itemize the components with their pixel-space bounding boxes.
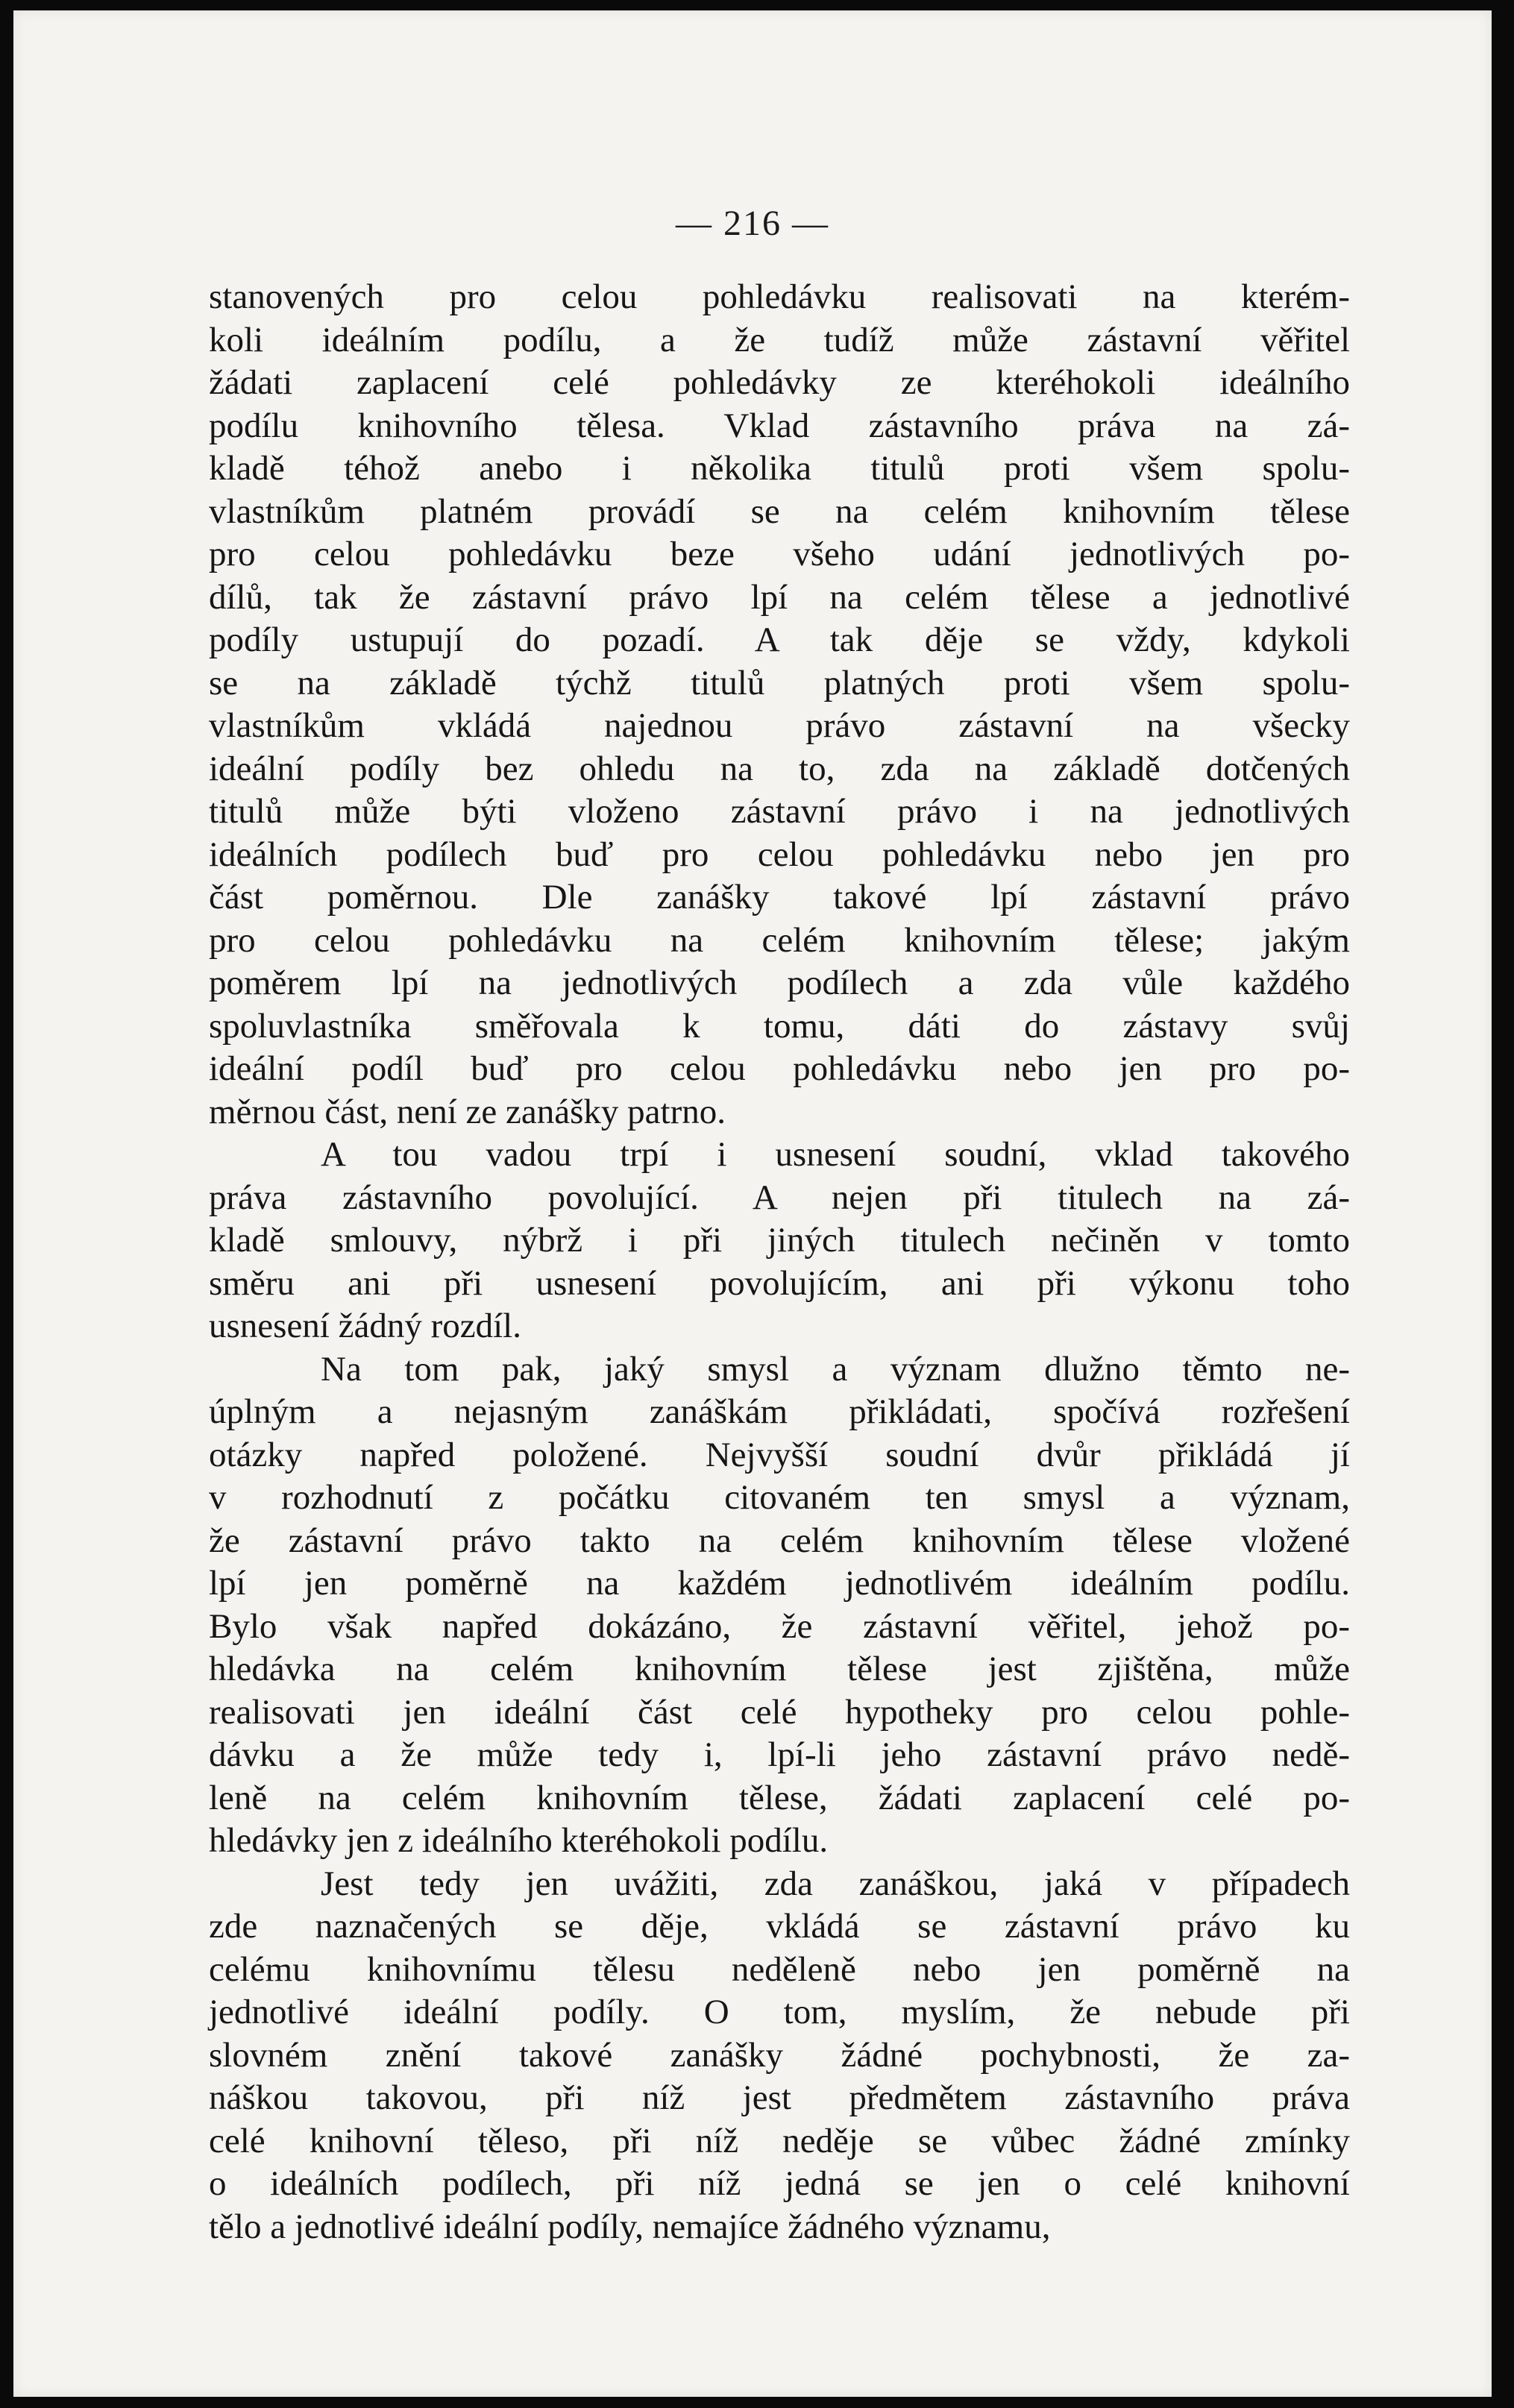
text-line: úplným a nejasným zanáškám přikládati, spočívá rozřešení [209, 1392, 1350, 1431]
text-line: ideální podíl buď pro celou pohledávku nebo jen pro po- [209, 1049, 1350, 1088]
text-line: spoluvlastníka směřovala k tomu, dáti do zástavy svůj [209, 1006, 1350, 1046]
text-line: tělo a jednotlivé ideální podíly, nemajíce žádného významu, [209, 2207, 1051, 2246]
book-page [13, 10, 1492, 2397]
body-text [209, 276, 1350, 2248]
text-line: ideální podíly bez ohledu na to, zda na základě dotčených [209, 749, 1350, 788]
text-line: práva zástavního povolující. A nejen při titulech na zá- [209, 1178, 1350, 1217]
text-line: žádati zaplacení celé pohledávky ze kteréhokoli ideálního [209, 363, 1350, 402]
text-line: usnesení žádný rozdíl. [209, 1307, 521, 1345]
text-line: hledávka na celém knihovním tělese jest zjištěna, může [209, 1650, 1350, 1688]
paragraph [209, 1863, 1350, 2249]
text-line: vlastníkům vkládá najednou právo zástavní na všecky [209, 706, 1350, 745]
text-line: náškou takovou, při níž jest předmětem zástavního práva [209, 2078, 1350, 2117]
text-line: pro celou pohledávku na celém knihovním tělese; jakým [209, 920, 1350, 960]
text-line: realisovati jen ideální část celé hypotheky pro celou pohle- [209, 1692, 1350, 1732]
text-line: že zástavní právo takto na celém knihovním tělese vložené [209, 1521, 1350, 1560]
text-line: podíly ustupují do pozadí. A tak děje se vždy, kdykoli [209, 620, 1350, 659]
text-line: směru ani při usnesení povolujícím, ani při výkonu toho [209, 1263, 1350, 1303]
text-line: celé knihovní těleso, při níž neděje se vůbec žádné zmínky [209, 2121, 1350, 2160]
text-line: leně na celém knihovním tělese, žádati zaplacení celé po- [209, 1778, 1350, 1817]
text-line: Bylo však napřed dokázáno, že zástavní věřitel, jehož po- [209, 1606, 1350, 1646]
text-line: Jest tedy jen uvážiti, zda zanáškou, jaká v případech [321, 1864, 1350, 1903]
text-line: část poměrnou. Dle zanášky takové lpí zástavní právo [209, 878, 1350, 917]
text-line: slovném znění takové zanášky žádné pochybnosti, že za- [209, 2035, 1350, 2075]
text-line: jednotlivé ideální podíly. O tom, myslím, že nebude při [209, 1993, 1350, 2031]
text-line: podílu knihovního tělesa. Vklad zástavního práva na zá- [209, 406, 1350, 445]
text-line: otázky napřed položené. Nejvyšší soudní dvůr přikládá jí [209, 1435, 1350, 1474]
text-line: titulů může býti vloženo zástavní právo i na jednotlivých [209, 792, 1350, 831]
text-line: ideálních podílech buď pro celou pohledávku nebo jen pro [209, 834, 1350, 874]
text-line: lpí jen poměrně na každém jednotlivém ideálním podílu. [209, 1564, 1350, 1603]
text-line: pro celou pohledávku beze všeho udání jednotlivých po- [209, 535, 1350, 573]
text-line: celému knihovnímu tělesu neděleně nebo jen poměrně na [209, 1949, 1350, 1989]
text-line: vlastníkům platném provádí se na celém knihovním tělese [209, 491, 1350, 531]
page-number: — 216 — [676, 204, 829, 243]
text-line: v rozhodnutí z počátku citovaném ten smysl a význam, [209, 1478, 1350, 1517]
text-line: poměrem lpí na jednotlivých podílech a zda vůle každého [209, 963, 1350, 1002]
text-line: kladě smlouvy, nýbrž i při jiných titulech nečiněn v tomto [209, 1221, 1350, 1260]
text-line: měrnou část, není ze zanášky patrno. [209, 1092, 726, 1131]
text-line: hledávky jen z ideálního kteréhokoli podílu. [209, 1821, 829, 1860]
text-line: o ideálních podílech, při níž jedná se jen o celé knihovní [209, 2164, 1350, 2203]
text-line: se na základě týchž titulů platných proti všem spolu- [209, 663, 1350, 702]
text-line: kladě téhož anebo i několika titulů proti všem spolu- [209, 449, 1350, 488]
text-line: A tou vadou trpí i usnesení soudní, vklad takového [321, 1135, 1350, 1174]
text-line: stanovených pro celou pohledávku realisovati na kterém- [209, 277, 1350, 316]
text-line: zde naznačených se děje, vkládá se zástavní právo ku [209, 1907, 1350, 1946]
text-line: Na tom pak, jaký smysl a význam dlužno těmto ne- [321, 1349, 1350, 1389]
text-line: koli ideálním podílu, a že tudíž může zástavní věřitel [209, 320, 1350, 359]
text-line: dávku a že může tedy i, lpí-li jeho zástavní právo nedě- [209, 1735, 1350, 1774]
text-line: dílů, tak že zástavní právo lpí na celém tělese a jednotlivé [209, 577, 1350, 617]
paragraph [209, 1134, 1350, 1348]
paragraph [209, 276, 1350, 1134]
paragraph [209, 1348, 1350, 1863]
